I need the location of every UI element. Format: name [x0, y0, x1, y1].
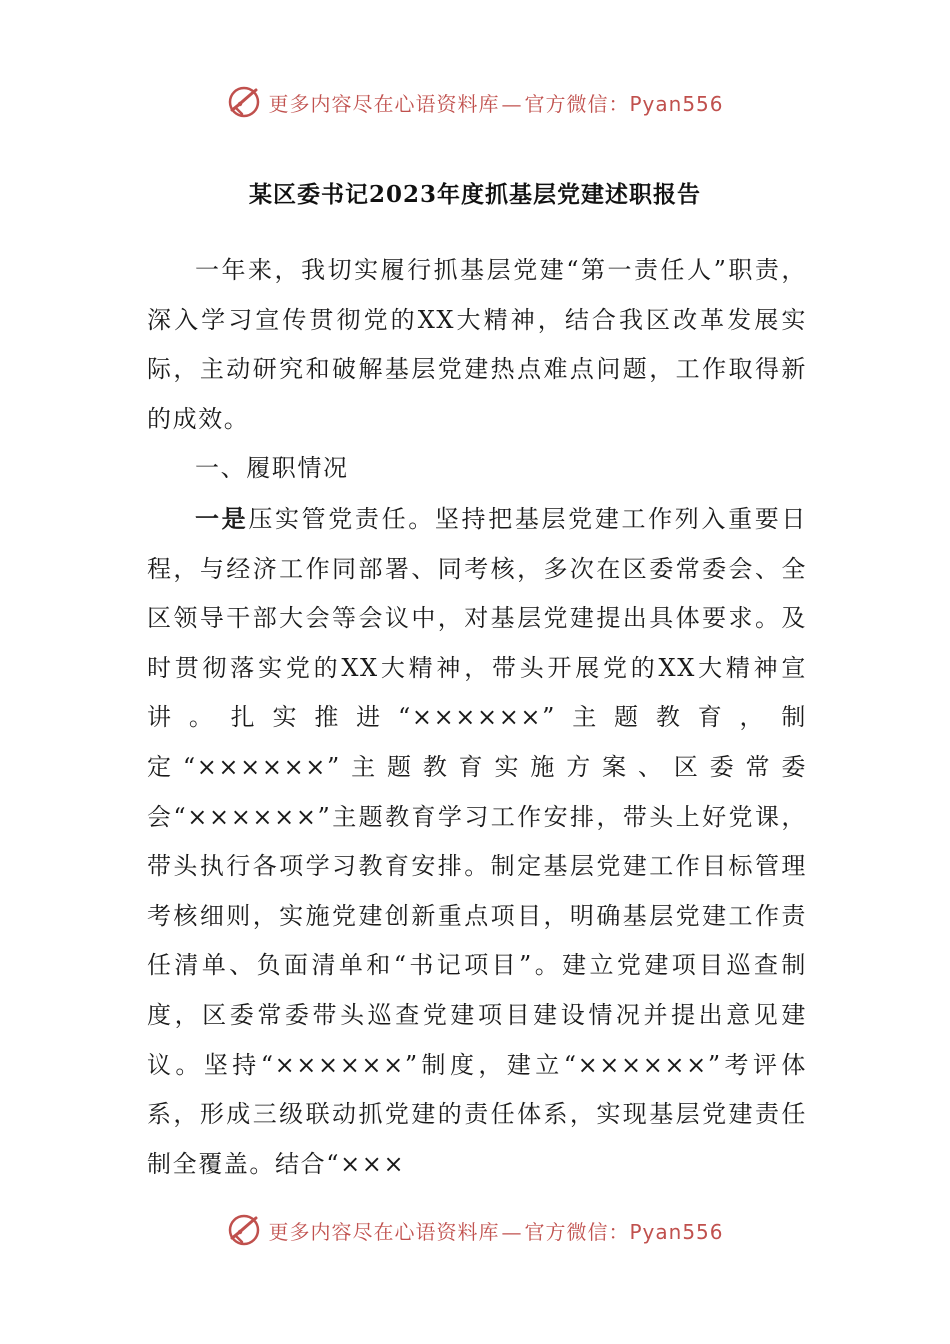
watermark-text: 更多内容尽在心语资料库 — 官方微信：Pyan556	[268, 1219, 724, 1244]
section-heading: 一、履职情况	[195, 454, 349, 483]
paragraph-lead: 一是	[195, 503, 249, 533]
watermark-text: 更多内容尽在心语资料库 — 官方微信：Pyan556	[268, 91, 724, 116]
intro-paragraph: 一年来，我切实履行抓基层党建“第一责任人”职责，深入学习宣传贯彻党的XX大精神，结合我区改革发展实际，主动研究和破解基层党建热点难点问题，工作取得新的成效。	[147, 256, 807, 433]
header-watermark-banner	[0, 80, 950, 124]
document-body	[147, 246, 807, 1189]
pen-circle-logo-icon	[226, 84, 262, 120]
document-title: 某区委书记2023年度抓基层党建述职报告	[248, 181, 701, 208]
paragraph-one	[147, 494, 807, 1189]
footer-watermark-banner	[0, 1208, 950, 1252]
paragraph-text: 压实管党责任。坚持把基层党建工作列入重要日程，与经济工作同部署、同考核，多次在区委常委会、全区领导干部大会等会议中，对基层党建提出具体要求。及时贯彻落实党的XX大精神，带头开展党的XX大精神宣讲。扎实推进“××××××”主题教育，制定“××××××”主题教育实施方案、区委常委会“××××××”主题教育学习工作安排，带头上好党课，带头执行各项学习教育安排。制定基层党建工作目标管理考核细则，实施党建创新重点项目，明确基层党建工作责任清单、负面清单和“书记项目”。建立党建项目巡查制度，区委常委带头巡查党建项目建设情况并提出意见建议。坚持“××××××”制度，建立“××××××”考评体系，形成三级联动抓党建的责任体系，实现基层党建责任制全覆盖。结合“×××	[147, 504, 807, 1178]
pen-circle-logo-icon	[226, 1212, 262, 1248]
